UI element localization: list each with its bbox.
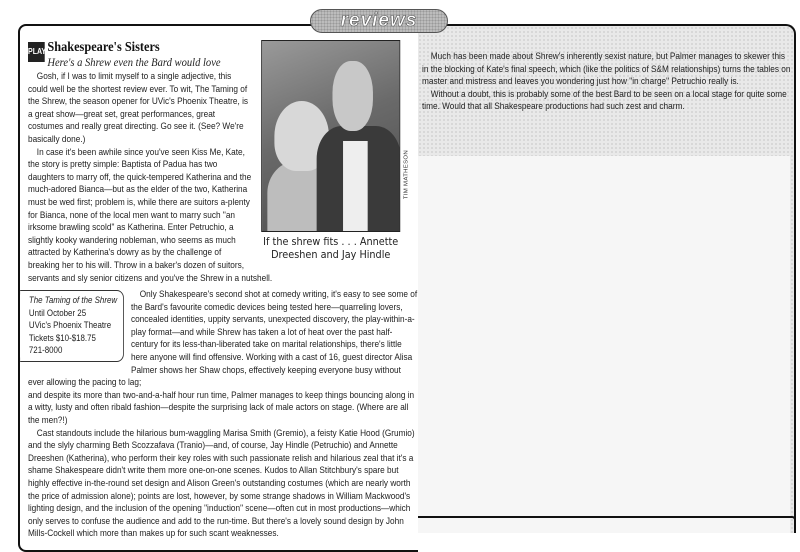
- paragraph-5: Much has been made about Shrew's inherently sexist nature, but Palmer manages to skewer this in the blocking of Kate's final speech, which (like the politics of S&M relationships) turns the tables on master and mistress and leaves you wondering just how "in charge" Petruchio really is.: [422, 50, 791, 87]
- right-column-text: [422, 50, 792, 113]
- paragraph-3b: and despite its more than two-and-a-half hour run time, Palmer manages to keep things bouncing along in a witty, lusty and often ribald fashion—despite the surprising lack of male actors on stage. (Where are all the men?!): [28, 388, 415, 426]
- review-box: [18, 24, 418, 552]
- paragraph-2: In case it's been awhile since you've seen Kiss Me, Kate, the story is pretty simple: Baptista of Padua has two daughters to marry off, the quick-tempered Katherina and the much-adored Bianca—but as the elder of the two, Katherina must be wed first; problem is, while there are suitors a-plenty for Bianca, none of the local men want to marry such "an irksome brawling scold" as Katherina. Enter Petruchio, a slightly kooky wandering nobleman, who seems as much attracted by Katherina's dowry as by the challenge of breaking her to his will. Throw in a baker's dozen of suitors, servants and sly senior citizens and you've the Shrew in a nutshell.: [28, 145, 273, 283]
- photo-figure: [261, 40, 412, 261]
- section-tab-reviews: reviews: [310, 9, 448, 33]
- info-phone: 721-8000: [28, 345, 63, 356]
- review-article: [28, 40, 418, 540]
- info-venue: UVic's Phoenix Theatre: [28, 320, 112, 331]
- paragraph-6: Without a doubt, this is probably some of the best Bard to be seen on a local stage for quite some time. Would that all Shakespeare productions had such zest and charm.: [422, 87, 787, 112]
- paragraph-1: Gosh, if I was to limit myself to a single adjective, this could well be the shortest review ever. To wit, The Taming of the Shrew, the season opener for UVic's Phoenix Theatre, is a great show—great set, great performances, great costumes and really great directing. Go see it. (See? We're basically done.): [28, 70, 249, 144]
- subheadline: Here's a Shrew even the Bard would love: [47, 55, 221, 69]
- photo-caption: If the shrew fits . . . Annette Dreeshen and Jay Hindle: [263, 235, 399, 261]
- right-panel-blank-area: [416, 156, 790, 533]
- category-badge: PLAY: [28, 42, 45, 62]
- actor-head: [332, 61, 372, 131]
- headline: Shakespeare's Sisters: [47, 40, 160, 55]
- next-article-box: [410, 516, 796, 533]
- info-title: The Taming of the Shrew: [28, 295, 118, 306]
- info-tickets: Tickets $10-$18.75: [28, 332, 96, 343]
- actor-scarf: [343, 141, 368, 231]
- photo-credit: TIM MATHESON: [403, 150, 410, 200]
- paragraph-3a: Only Shakespeare's second shot at comedy writing, it's easy to see some of the Bard's favourite comedic devices being tested here—quarreling lovers, concealed identities, uppity servants, unexpected discovery, the play-within-a-play format—and while Shrew has taken a lot of heat over the past half-century for its less-than-liberated take on marital relationships, there's little here anyone will find offensive. Working with a cast of 16, guest director Alisa Palmer shows her Shaw chops, effectively keeping everyone busy without ever allowing the pacing to lag;: [28, 288, 418, 388]
- article-header: [28, 40, 418, 70]
- paragraph-4: Cast standouts include the hilarious bum-waggling Marisa Smith (Gremio), a feisty Katie Hood (Grumio) and the slyly charming Beth Scozzafava (Tranio)—and, of course, Jay Hindle (Petruchio) and Annette Dreeshen (Katherina), who perform their key roles with such passionate relish and hilarious zeal that it's a shame Shakespeare didn't write them more one-on-one scenes. Kudos to Allan Stitchbury's spare but highly effective in-the-round set design and Alison Green's outstanding costumes (which are nearly worth the price of admission alone); points are lost, however, by some strange shadows in William Mackwood's lighting design, and the inclusion of the opening "induction" scene—often cut in most productions—which only serves to confuse the audience and add to the run-time. But there's a lovely sound design by John Mills-Cockell which more than makes up for such scant weaknesses.: [28, 426, 415, 539]
- show-info-box: [20, 290, 124, 362]
- info-dates: Until October 25: [28, 307, 87, 318]
